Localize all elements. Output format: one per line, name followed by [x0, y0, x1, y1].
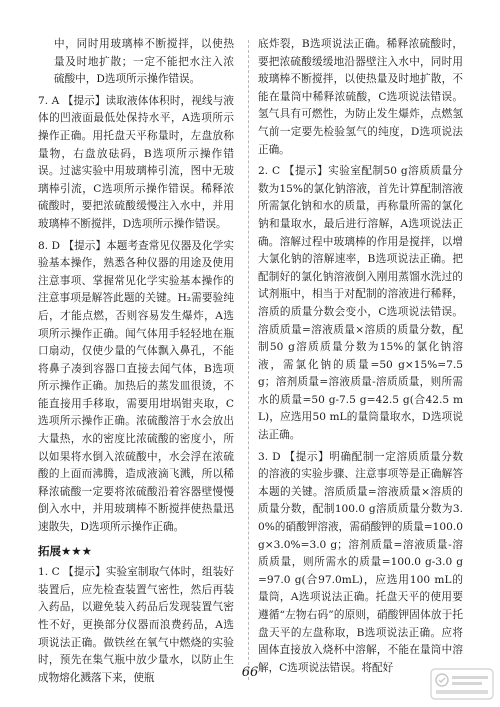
extension-answer-2: 2. C 【提示】实验室配制50 g溶质质量分数为15%的氯化钠溶液，首先计算配制溶液所需氯化钠和水的质量，再称量所需的氯化钠和量取水，最后进行溶解，A选项说法正确。溶解过程中玻璃棒的作用是搅拌，以增大氯化钠的溶解速率，B选项说法正确。把配制好的氯化钠溶液倒入刚用蒸馏水洗过的试剂瓶中，相当于对配制的溶液进行稀释，溶质的质量分数会变小，C选项说法错误。溶质质量=溶液质量×溶质的质量分数，配制50 g溶质质量分数为15%的氯化钠溶液，需氯化钠的质量=50 g×15%=7.5 g；溶剂质量=溶液质量-溶质质量，则所需水的质量=50 g-7.5 g=42.5 g(合42.5 mL)，应选用50 mL的量筒量取水，D选项说法正确。: [258, 165, 463, 442]
watermark-logo-icon: [430, 668, 494, 700]
right-column: [258, 36, 463, 677]
answer-7: 7. A 【提示】读取液体体积时，视线与液体的凹液面最低处保持水平，A选项所示操作正确。用托盘天平称量时，左盘放称量物，右盘放砝码，B选项所示操作错误。过滤实验中用玻璃棒引流，图中无玻璃棒引流，C选项所示操作错误。稀释浓硫酸时，要把浓硫酸缓慢注入水中，并用玻璃棒不断搅拌，D选项所示操作错误。: [38, 94, 234, 230]
extension-answer-3: 3. D 【提示】明确配制一定溶质质量分数的溶液的实验步骤、注意事项等是正确解答本题的关键。溶质质量=溶液质量×溶质的质量分数，配制100.0 g溶质质量分数为3.0%的硝酸钾溶液，需硝酸钾的质量=100.0 g×3.0%=3.0 g；溶剂质量=溶液质量-溶质质量，则所需水的质量=100.0 g-3.0 g=97.0 g(合97.0mL)，应选用100 mL的量筒，A选项说法正确。托盘天平的使用要遵循“左物右码”的原则，硝酸钾固体放于托盘天平的左盘称取，B选项说法正确。应将固体直接放入烧杯中溶解，不能在量筒中溶解，C选项说法错误。将配好: [258, 450, 463, 674]
answer-8: 8. D 【提示】本题考查常见仪器及化学实验基本操作，熟悉各种仪器的用途及使用注意事项、掌握常见化学实验基本操作的注意事项是解答此题的关键。H₂需要验纯后，才能点燃，否则容易发生爆炸，A选项所示操作正确。闻气体用手轻轻地在瓶口扇动，仅使少量的气体飘入鼻孔，不能将鼻子凑到容器口直接去闻气体，B选项所示操作正确。加热后的蒸发皿很烫，不能直接用手移取，需要用坩埚钳夹取，C选项所示操作正确。浓硫酸溶于水会放出大量热，水的密度比浓硫酸的密度小，所以如果将水倒入浓硫酸中，水会浮在浓硫酸的上面而沸腾，造成液滴飞溅，所以稀释浓硫酸一定要将浓硫酸沿着容器壁慢慢倒入水中，并用玻璃棒不断搅拌使热量迅速散失，D选项所示操作正确。: [38, 239, 234, 534]
left-column: [38, 36, 234, 687]
left-intro-paragraph: 中，同时用玻璃棒不断搅拌，以使热量及时地扩散；一定不能把水注入浓硫酸中，D选项所示操作错误。: [54, 38, 234, 86]
right-intro-paragraph: 底炸裂，B选项说法正确。稀释浓硫酸时，要把浓硫酸缓缓地沿器壁注入水中，同时用玻璃棒不断搅拌，以使热量及时地扩散，不能在量筒中稀释浓硫酸，C选项说法错误。氢气具有可燃性，为防止发生爆炸，点燃氢气前一定要先检验氢气的纯度，D选项说法正确。: [258, 38, 463, 156]
section-heading-extension: 拓展★★★: [38, 543, 92, 558]
column-divider: [248, 40, 249, 680]
extension-answer-1: 1. C 【提示】实验室制取气体时，组装好装置后，应先检查装置气密性，然后再装入药品，以避免装入药品后发现装置气密性不好，更换部分仪器而浪费药品，A选项说法正确。做铁丝在氧气中燃烧的实验时，预先在集气瓶中放少量水，以防止生成物熔化溅落下来，使瓶: [38, 566, 234, 684]
watermark-logo: [430, 668, 494, 700]
page-number: 66: [241, 665, 259, 680]
